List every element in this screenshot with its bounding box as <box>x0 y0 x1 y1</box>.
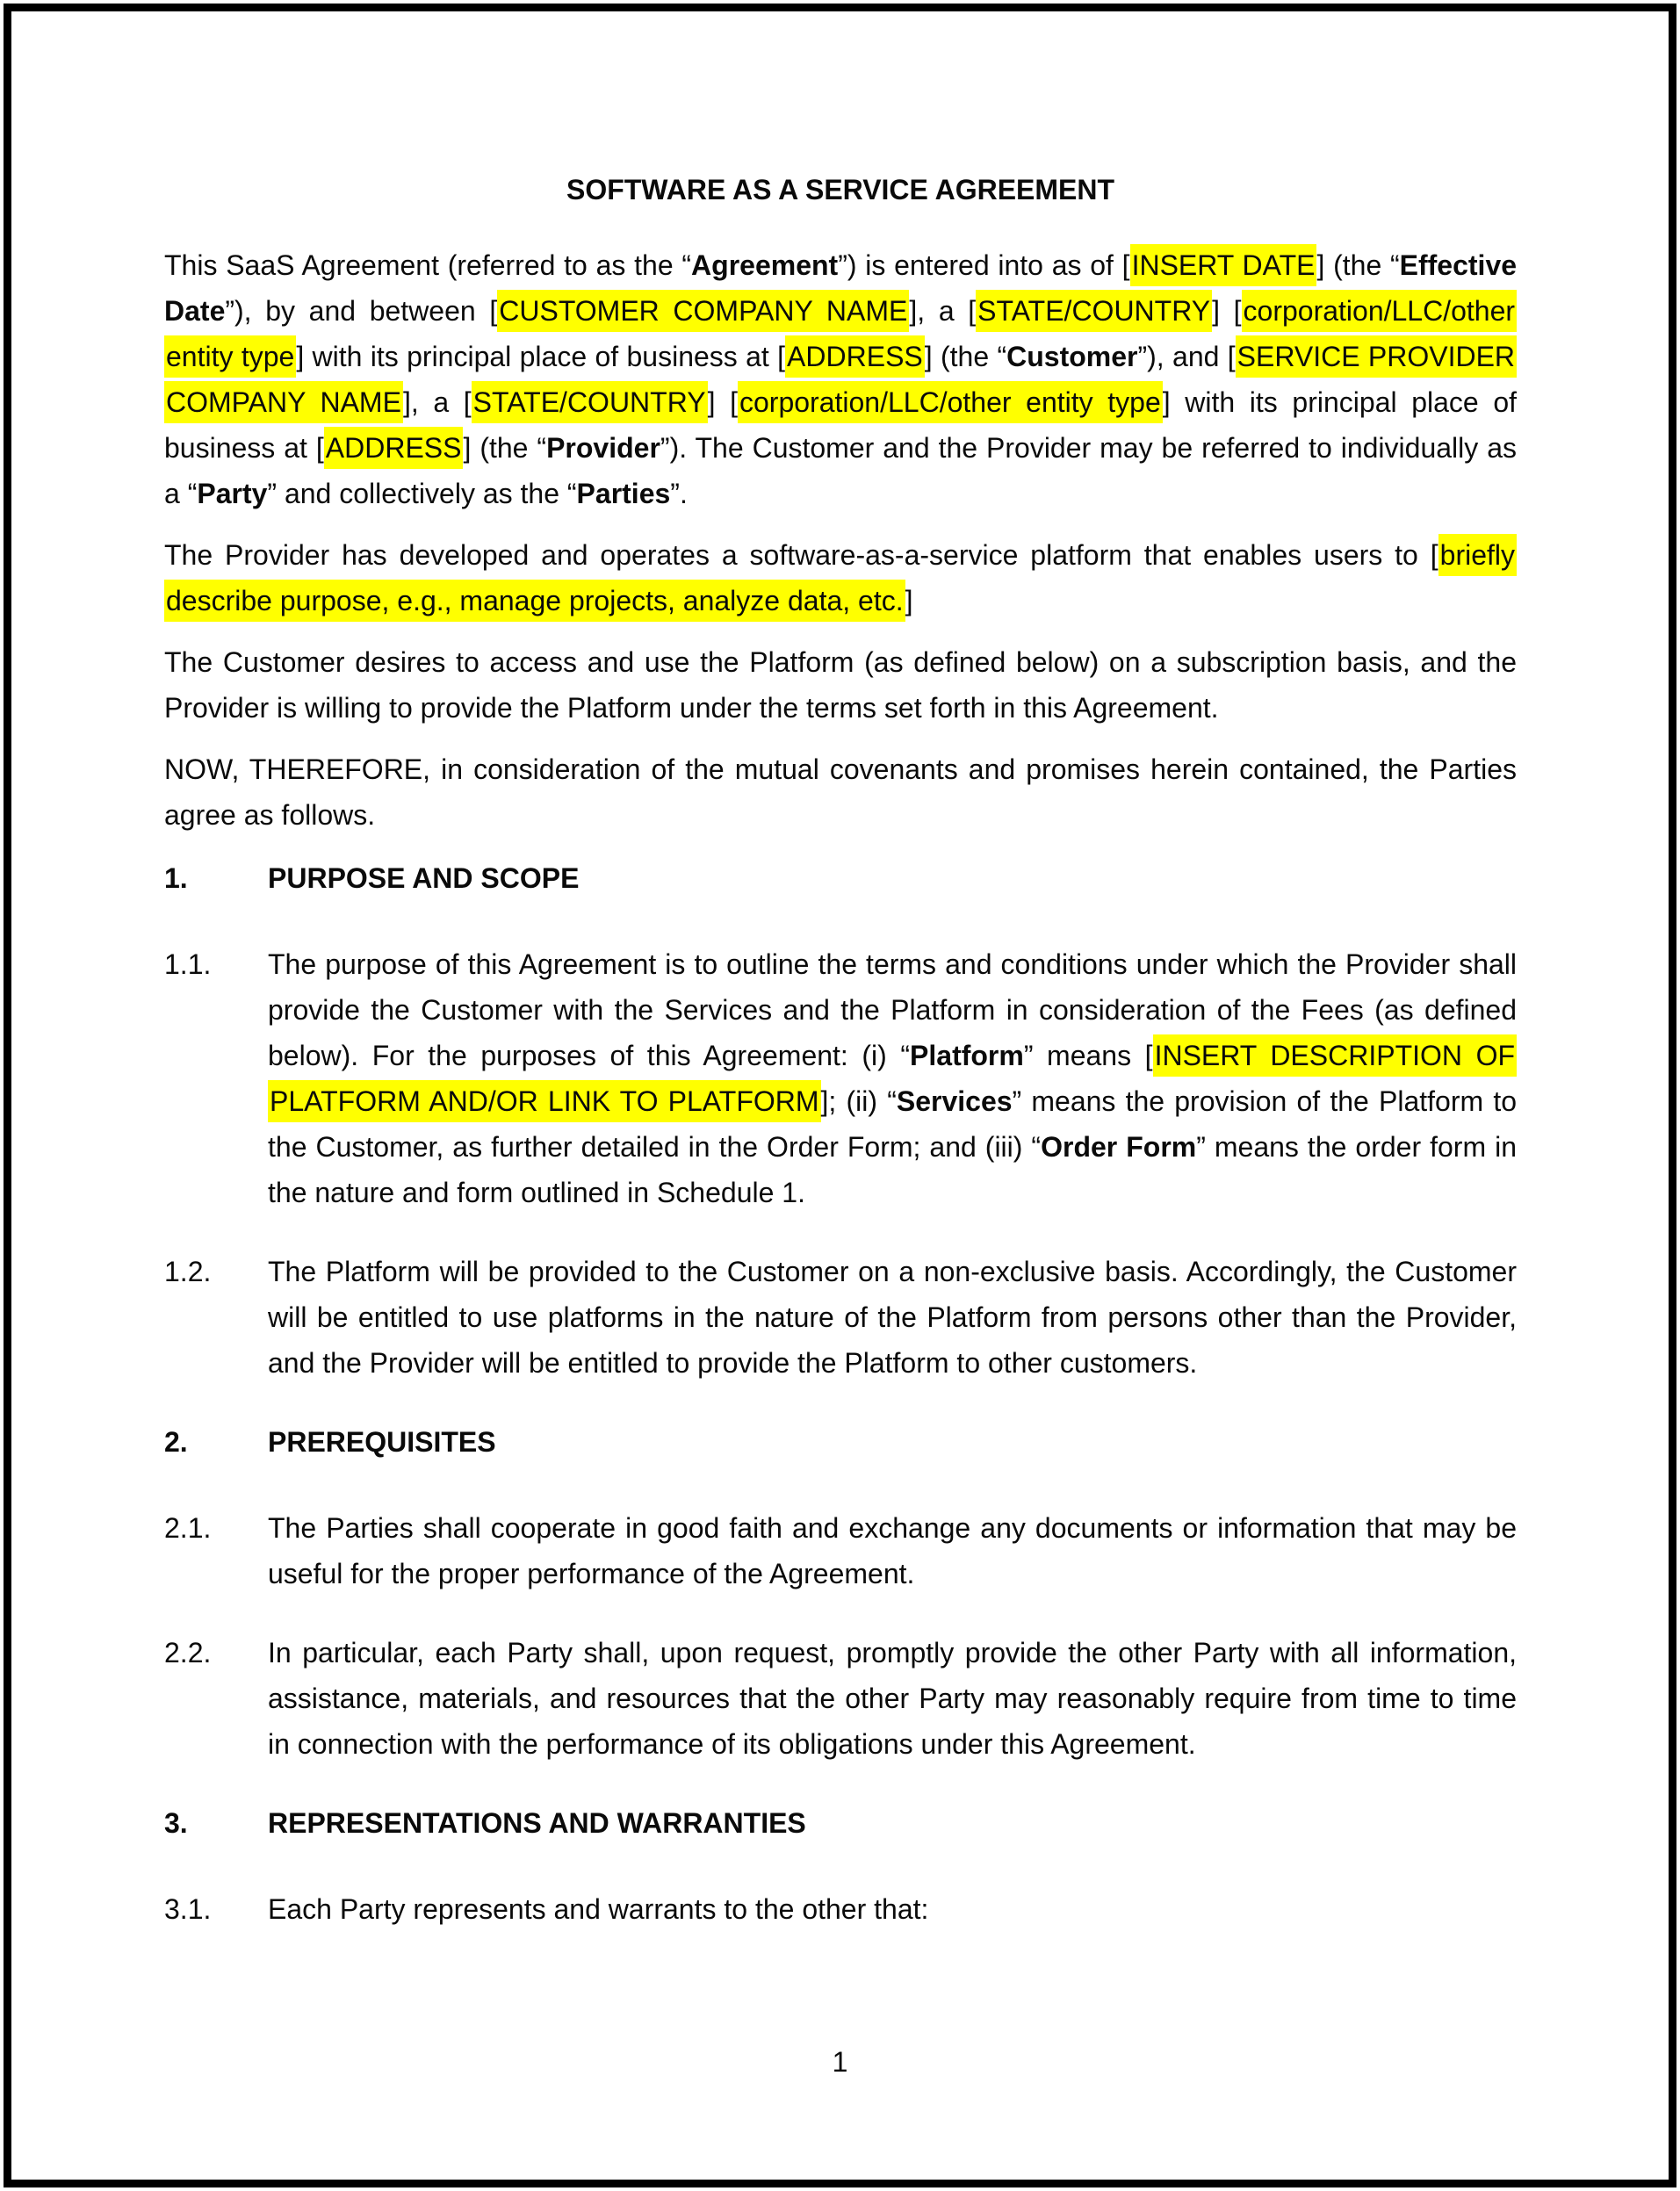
placeholder-highlight: briefly describe purpose, e.g., manage projects, analyze data, etc. <box>164 534 1517 622</box>
text-run: NOW, THEREFORE, in consideration of the mutual covenants and promises herein contained, the Parties agree as follows. <box>164 753 1517 831</box>
text-run: ”), by and between [ <box>225 295 498 327</box>
placeholder-highlight: corporation/LLC/other entity type <box>738 381 1163 423</box>
text-run: ]; (ii) “ <box>820 1085 897 1117</box>
placeholder-highlight: INSERT DESCRIPTION OF PLATFORM AND/OR LINK TO PLATFORM <box>268 1034 1517 1122</box>
text-run: ” and collectively as the “ <box>267 478 577 509</box>
page-number: 1 <box>832 2046 848 2078</box>
text-run: ] <box>905 585 913 616</box>
text-run: ”). The Customer and the Provider may be referred to individually as a “ <box>164 432 1517 509</box>
defined-term: Agreement <box>691 249 839 281</box>
clause-number: 1.1. <box>164 948 212 980</box>
clause-2-1 <box>164 1505 1517 1596</box>
clause-text <box>268 1249 1517 1386</box>
clause-text <box>268 941 1517 1215</box>
text-run: ”), and [ <box>1137 341 1236 372</box>
text-run: The purpose of this Agreement is to outline the terms and conditions under which the Provider shall provide the Customer with the Services and the Platform in consideration of the Fees (as defined below). For the purposes of this Agreement: (i) “ <box>268 948 1517 1071</box>
text-run: This SaaS Agreement (referred to as the “ <box>164 249 692 281</box>
placeholder-highlight: CUSTOMER COMPANY NAME <box>497 290 909 332</box>
clause-text <box>268 1505 1517 1596</box>
placeholder-highlight: STATE/COUNTRY <box>472 381 708 423</box>
text-run: ] [ <box>707 386 738 418</box>
text-run: ] (the “ <box>1316 249 1400 281</box>
text-run: The Platform will be provided to the Customer on a non-exclusive basis. Accordingly, the Customer will be entitled to use platforms in the nature of the Platform from persons other than the Provider, and the Provider will be entitled to provide the Platform to other customers. <box>268 1256 1517 1379</box>
defined-term: Effective Date <box>164 249 1518 327</box>
placeholder-highlight: ADDRESS <box>785 335 925 378</box>
text-run: ” means [ <box>1023 1040 1153 1071</box>
section-heading-prerequisites <box>164 1419 1517 1465</box>
clause-number: 2.1. <box>164 1512 212 1544</box>
text-run: ] [ <box>1212 295 1242 327</box>
paragraph-now-therefore <box>164 746 1517 838</box>
document-title: SOFTWARE AS A SERVICE AGREEMENT <box>566 174 1115 205</box>
text-run: ] (the “ <box>924 341 1007 372</box>
clause-3-1 <box>164 1886 1517 1932</box>
defined-term: Provider <box>546 432 660 464</box>
text-run: ], a [ <box>402 386 472 418</box>
text-run: ], a [ <box>909 295 977 327</box>
section-title: PURPOSE AND SCOPE <box>268 862 580 894</box>
paragraph-recital-provider <box>164 532 1517 623</box>
clause-text <box>268 1630 1517 1767</box>
clause-number: 3.1. <box>164 1893 212 1925</box>
clause-1-1 <box>164 941 1517 1215</box>
defined-term: Services <box>896 1085 1013 1117</box>
defined-term: Customer <box>1006 341 1138 372</box>
placeholder-highlight: STATE/COUNTRY <box>976 290 1212 332</box>
text-run: ] with its principal place of business at [ <box>296 341 786 372</box>
clause-2-2 <box>164 1630 1517 1767</box>
defined-term: Party <box>197 478 268 509</box>
text-run: ”) is entered into as of [ <box>838 249 1130 281</box>
section-number: 3. <box>164 1807 188 1839</box>
text-run: ] with its principal place of business at [ <box>164 386 1518 464</box>
section-title: REPRESENTATIONS AND WARRANTIES <box>268 1807 806 1839</box>
clause-text <box>268 1886 1517 1932</box>
text-run: The Customer desires to access and use the Platform (as defined below) on a subscription basis, and the Provider is willing to provide the Platform under the terms set forth in this Agreement. <box>164 646 1517 724</box>
text-run: ” means the provision of the Platform to the Customer, as further detailed in the Order Form; and (iii) “ <box>268 1085 1518 1163</box>
text-run: ] (the “ <box>463 432 547 464</box>
document-content <box>164 167 1517 1965</box>
text-run: ”. <box>670 478 688 509</box>
paragraph-recital-customer <box>164 639 1517 731</box>
defined-term: Parties <box>576 478 671 509</box>
clause-number: 1.2. <box>164 1256 212 1287</box>
paragraph-preamble <box>164 242 1517 516</box>
text-run: In particular, each Party shall, upon request, promptly provide the other Party with all information, assistance, materials, and resources that the other Party may reasonably require from time to time in connection with the performance of its obligations under this Agreement. <box>268 1637 1517 1760</box>
defined-term: Platform <box>910 1040 1024 1071</box>
text-run: The Parties shall cooperate in good faith and exchange any documents or information that may be useful for the proper performance of the Agreement. <box>268 1512 1517 1589</box>
text-run: The Provider has developed and operates a software-as-a-service platform that enables users to [ <box>164 539 1438 571</box>
section-title: PREREQUISITES <box>268 1426 496 1458</box>
section-heading-representations-and-warranties <box>164 1800 1517 1846</box>
section-number: 2. <box>164 1426 188 1458</box>
defined-term: Order Form <box>1041 1131 1197 1163</box>
clause-1-2 <box>164 1249 1517 1386</box>
placeholder-highlight: corporation/LLC/other entity type <box>164 290 1517 378</box>
placeholder-highlight: INSERT DATE <box>1130 244 1317 286</box>
section-heading-purpose-and-scope <box>164 855 1517 901</box>
placeholder-highlight: SERVICE PROVIDER COMPANY NAME <box>164 335 1517 423</box>
section-number: 1. <box>164 862 188 894</box>
placeholder-highlight: ADDRESS <box>324 427 464 469</box>
text-run: ” means the order form in the nature and form outlined in Schedule 1. <box>268 1131 1518 1208</box>
clause-number: 2.2. <box>164 1637 212 1668</box>
text-run: Each Party represents and warrants to the other that: <box>268 1893 929 1925</box>
